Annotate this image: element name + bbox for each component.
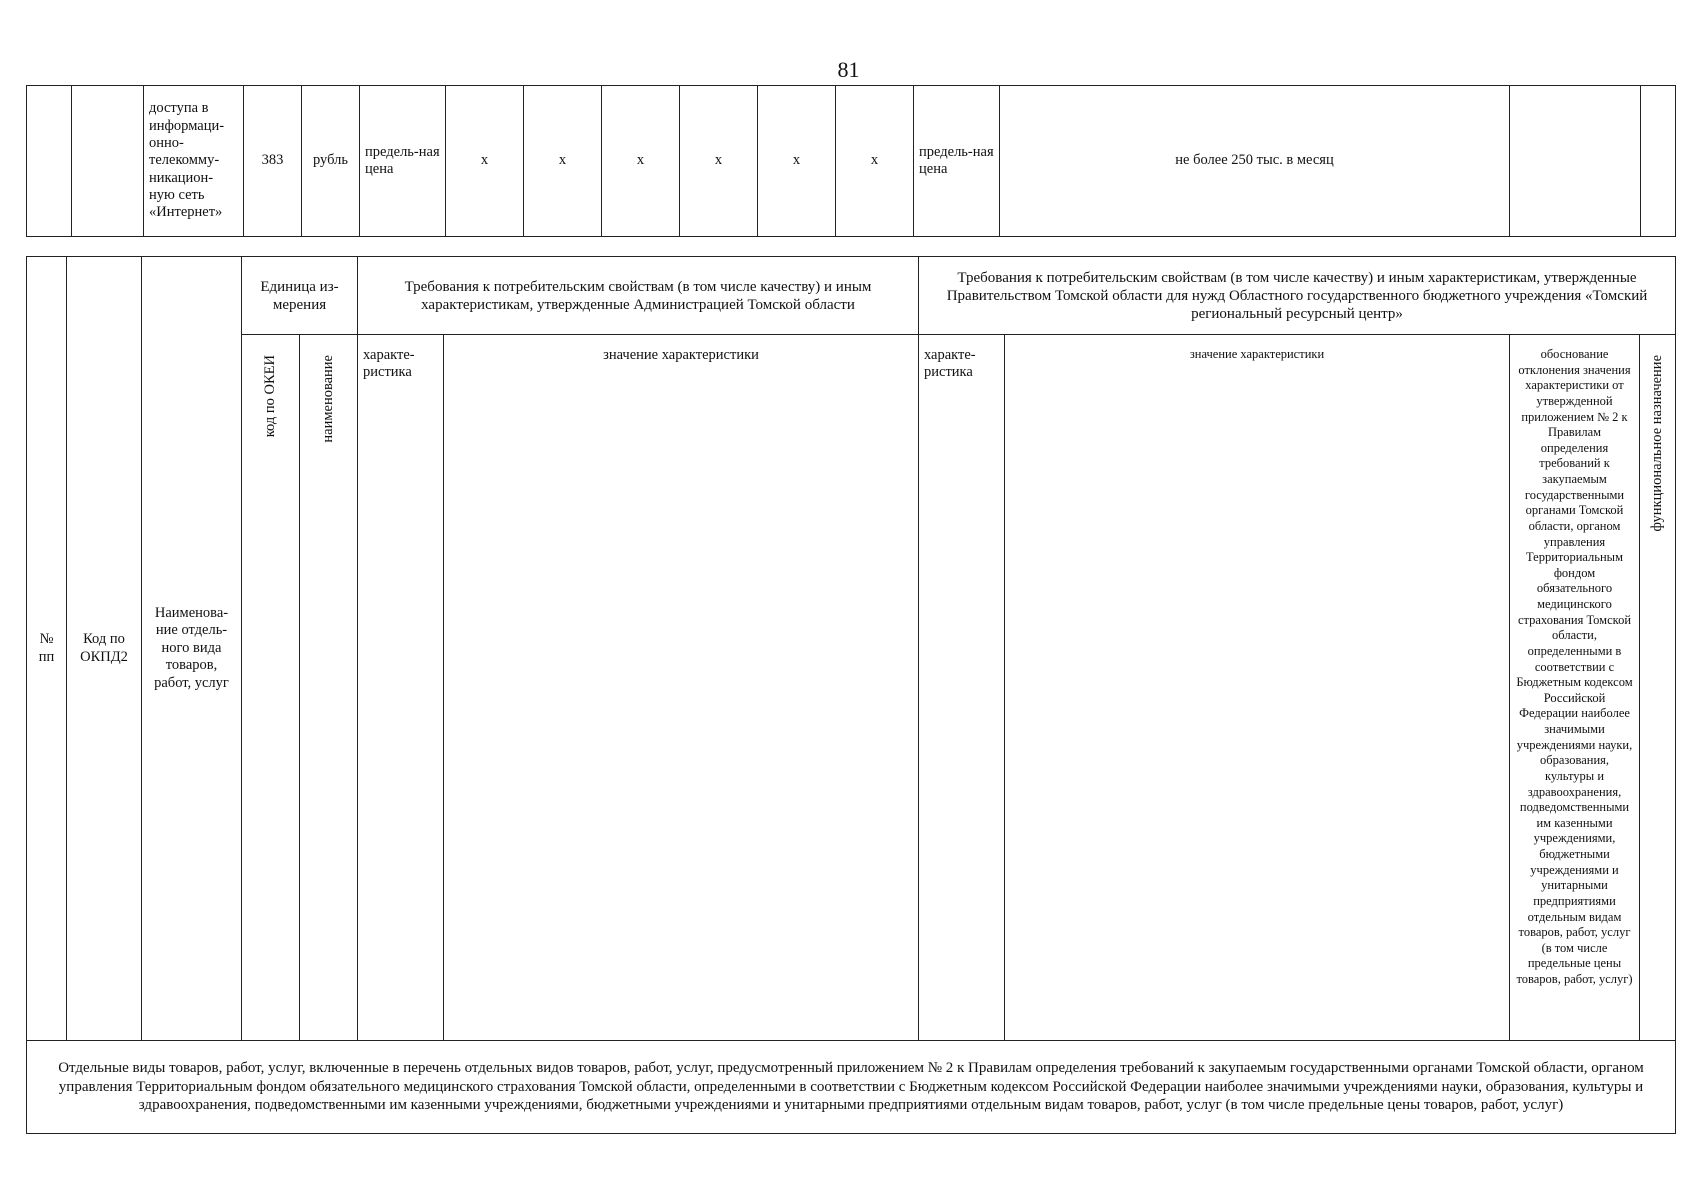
header-okpd: Код по ОКПД2 <box>67 257 142 1041</box>
cell-x: x <box>446 86 524 237</box>
cell-purpose <box>1641 86 1676 237</box>
header-okei-code <box>242 335 300 1041</box>
cell-characteristic-2: предель-ная цена <box>914 86 1000 237</box>
cell-okei-code: 383 <box>244 86 302 237</box>
continuation-table <box>26 85 1676 237</box>
cell-unit: рубль <box>302 86 360 237</box>
header-char-1: характе-ристика <box>358 335 444 1041</box>
cell-characteristic: предель-ная цена <box>360 86 446 237</box>
cell-x: x <box>758 86 836 237</box>
cell-x: x <box>602 86 680 237</box>
okei-code-label: код по ОКЕИ <box>261 355 278 438</box>
cell-x: x <box>680 86 758 237</box>
requirements-table <box>26 256 1676 1134</box>
section-note: Отдельные виды товаров, работ, услуг, включенные в перечень отдельных видов товаров, работ, услуг, предусмотренный приложением № 2 к Правилам определения требований к закупаемым государственными органами Томской области, органом управления Территориальным фондом обязательного медицинского страхования Томской области, определенными в соответствии с Бюджетным кодексом Российской Федерации наиболее значимыми учреждениями науки, образования, культуры и здравоохранения, подведомственными им казенными учреждениями, бюджетными учреждениями и унитарными предприятиями отдельным видам товаров, работ, услуг (в том числе предельные цены товаров, работ, услуг) <box>27 1041 1676 1134</box>
unit-name-label: наименование <box>319 355 336 443</box>
table-header-row <box>27 257 1676 335</box>
purpose-label: функциональное назначение <box>1648 355 1665 532</box>
cell-value: не более 250 тыс. в месяц <box>1000 86 1510 237</box>
section-note-row <box>27 1041 1676 1134</box>
cell-justification <box>1510 86 1641 237</box>
header-unit-group: Единица из-мерения <box>242 257 358 335</box>
table-subheader-row <box>27 335 1676 1041</box>
header-admin-group: Требования к потребительским свойствам (в том числе качеству) и иным характеристикам, утвержденные Администрацией Томской области <box>358 257 919 335</box>
cell-x: x <box>524 86 602 237</box>
header-justification: обоснование отклонения значения характеристики от утвержденной приложением № 2 к Правилам определения требований к закупаемым государственными органами Томской области, органом управления Территориальным фондом обязательного медицинского страхования Томской области, определенными в соответствии с Бюджетным кодексом Российской Федерации наиболее значимыми учреждениями науки, образования, культуры и здравоохранения, подведомственными им казенными учреждениями, бюджетными учреждениями и унитарными предприятиями отдельным видам товаров, работ, услуг (в том числе предельные цены товаров, работ, услуг) <box>1510 335 1640 1041</box>
cell-x: x <box>836 86 914 237</box>
page-number: 81 <box>837 57 860 82</box>
table-row <box>27 86 1676 237</box>
header-num: № пп <box>27 257 67 1041</box>
header-char-2: характе-ристика <box>919 335 1005 1041</box>
header-gov-group: Требования к потребительским свойствам (в том числе качеству) и иным характеристикам, утвержденные Правительством Томской области для нужд Областного государственного бюджетного учреждения «Томский региональный ресурсный центр» <box>919 257 1676 335</box>
cell-okpd <box>72 86 144 237</box>
cell-num <box>27 86 72 237</box>
header-value-2: значение характеристики <box>1005 335 1510 1041</box>
cell-name: доступа в информаци-онно-телекомму-никацион-ную сеть «Интернет» <box>144 86 244 237</box>
header-purpose <box>1640 335 1676 1041</box>
header-unit-name <box>300 335 358 1041</box>
header-value-1: значение характеристики <box>444 335 919 1041</box>
header-name: Наименова-ние отдель-ного вида товаров, работ, услуг <box>142 257 242 1041</box>
